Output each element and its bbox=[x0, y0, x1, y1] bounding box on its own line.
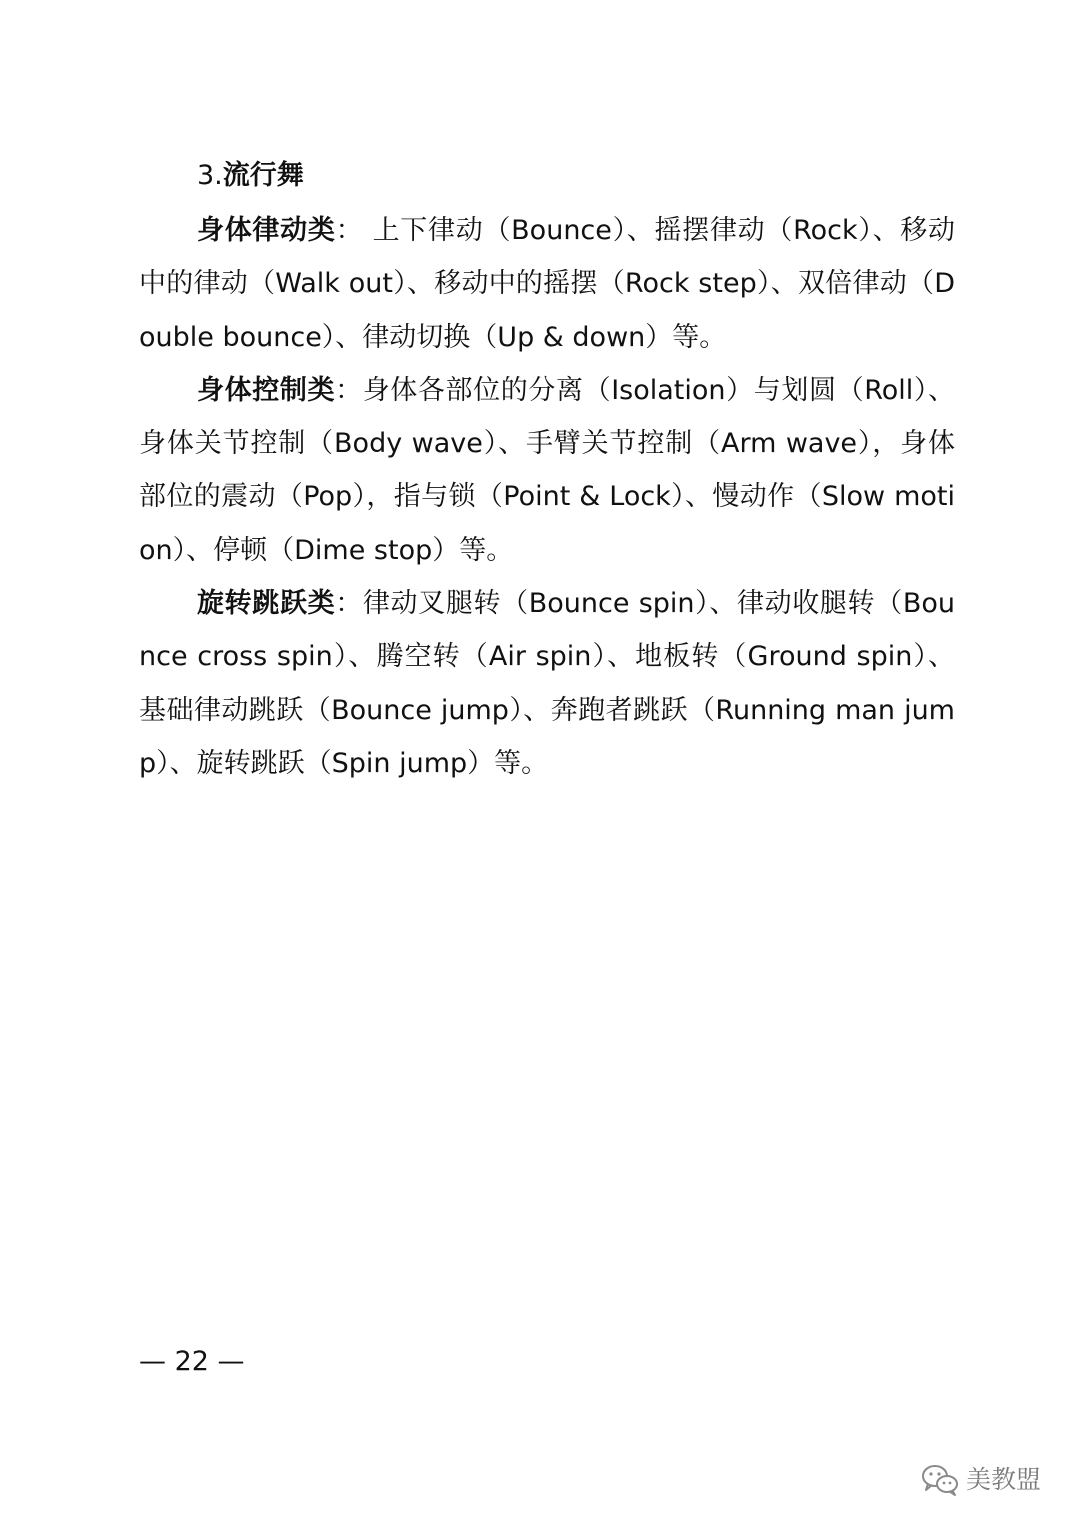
watermark bbox=[920, 1460, 1041, 1500]
page-number: — 22 — bbox=[139, 1346, 245, 1377]
paragraph-body-control bbox=[139, 364, 955, 577]
paragraph-label: 身体控制类 bbox=[197, 374, 336, 406]
watermark-text: 美教盟 bbox=[966, 1465, 1042, 1494]
paragraph-text: ： 上下律动（Bounce）、摇摆律动（Rock）、移动中的律动（Walk out）、移动中的摇摆（Rock step）、双倍律动（Double bounce）、律动切换（Up & down）等。 bbox=[139, 215, 955, 353]
paragraph-text: ：律动叉腿转（Bounce spin）、律动收腿转（Bounce cross spin）、腾空转（Air spin）、地板转（Ground spin）、基础律动跳跃（Bounce jump）、奔跑者跳跃（Running man jump）、旋转跳跃（Spin jump）等。 bbox=[139, 588, 955, 779]
wechat-icon bbox=[920, 1462, 960, 1498]
paragraph-body-rhythm bbox=[139, 204, 955, 364]
paragraph-spin-jump bbox=[139, 577, 955, 790]
paragraph-label: 身体律动类 bbox=[197, 215, 336, 246]
section-number: 3. bbox=[197, 160, 223, 191]
page-content bbox=[139, 148, 955, 790]
section-heading bbox=[197, 148, 955, 204]
paragraph-text: ：身体各部位的分离（Isolation）与划圆（Roll）、身体关节控制（Body wave）、手臂关节控制（Arm wave），身体部位的震动（Pop），指与锁（Point & Lock）、慢动作（Slow motion）、停顿（Dime stop）等。 bbox=[139, 374, 956, 566]
section-title: 流行舞 bbox=[222, 160, 304, 191]
paragraph-label: 旋转跳跃类 bbox=[197, 588, 336, 620]
